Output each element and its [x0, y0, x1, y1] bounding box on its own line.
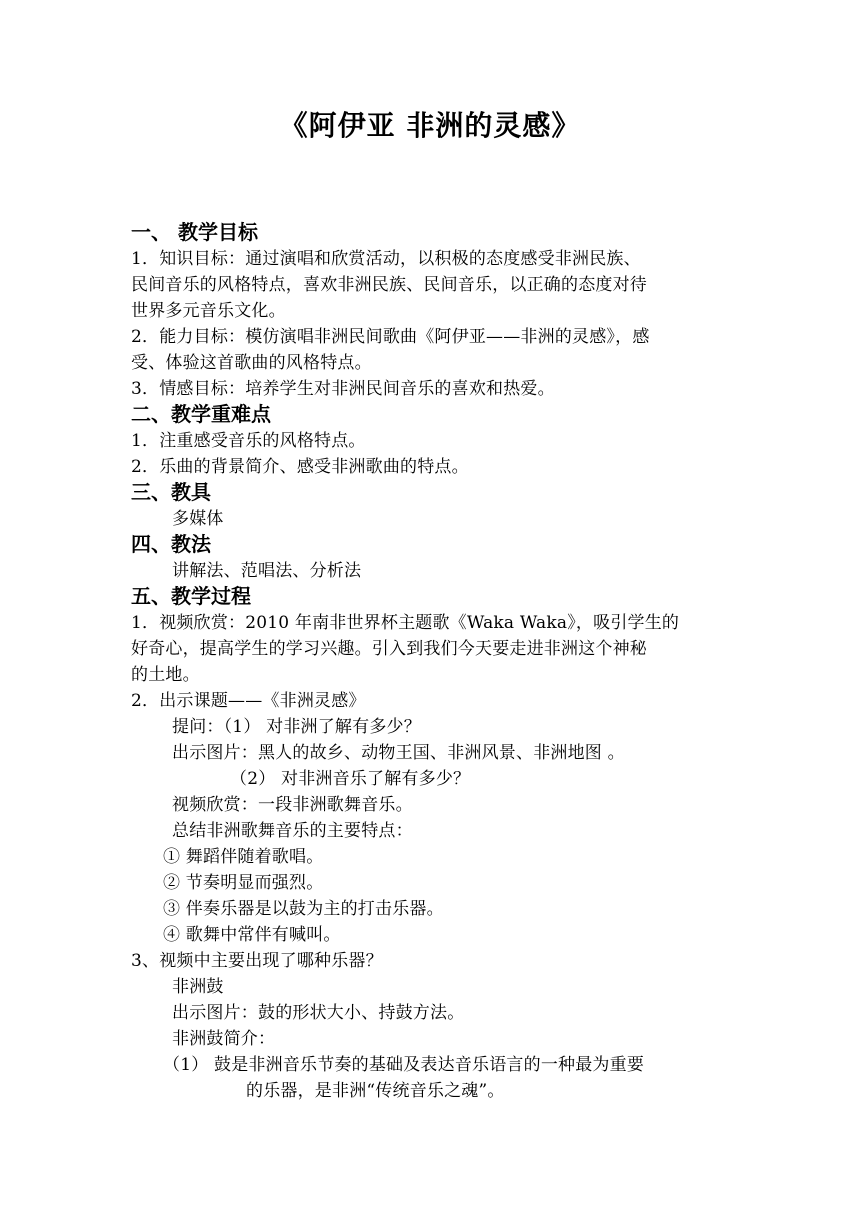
paragraph-line: （1） 鼓是非洲音乐节奏的基础及表达音乐语言的一种最为重要	[163, 1055, 645, 1075]
paragraph-line: 2．出示课题——《非洲灵感》	[131, 691, 366, 711]
list-item: ④ 歌舞中常伴有喊叫。	[163, 925, 341, 945]
list-item: ① 舞蹈伴随着歌唱。	[163, 847, 324, 867]
paragraph-line: 非洲鼓	[172, 977, 224, 997]
paragraph-line: 3、视频中主要出现了哪种乐器？	[131, 951, 383, 971]
paragraph-line: 民间音乐的风格特点，喜欢非洲民族、民间音乐，以正确的态度对待	[131, 275, 647, 295]
paragraph-line: 好奇心，提高学生的学习兴趣。引入到我们今天要走进非洲这个神秘	[131, 639, 647, 659]
paragraph-line: 出示图片：黑人的故乡、动物王国、非洲风景、非洲地图 。	[172, 743, 625, 763]
section-heading-teaching-aids: 三、教具	[131, 480, 211, 504]
paragraph-line: 的土地。	[131, 665, 200, 685]
paragraph-line: 1．注重感受音乐的风格特点。	[131, 431, 366, 451]
paragraph-line: 3．情感目标：培养学生对非洲民间音乐的喜欢和热爱。	[131, 379, 555, 399]
paragraph-line: 讲解法、范唱法、分析法	[172, 561, 362, 581]
paragraph-line: 总结非洲歌舞音乐的主要特点：	[172, 821, 413, 841]
section-heading-key-points: 二、教学重难点	[131, 402, 271, 426]
paragraph-line: 2．能力目标：模仿演唱非洲民间歌曲《阿伊亚——非洲的灵感》，感	[131, 327, 650, 347]
paragraph-line: 非洲鼓简介：	[172, 1029, 276, 1049]
document-title: 《阿伊亚 非洲的灵感》	[279, 109, 581, 142]
list-item: ③ 伴奏乐器是以鼓为主的打击乐器。	[163, 899, 444, 919]
section-heading-objectives: 一、 教学目标	[131, 220, 258, 244]
paragraph-line: （2） 对非洲音乐了解有多少？	[230, 769, 471, 789]
paragraph-line: 1．视频欣赏：2010 年南非世界杯主题歌《Waka Waka》，吸引学生的	[131, 613, 680, 633]
paragraph-line: 提问：（1） 对非洲了解有多少？	[172, 717, 421, 737]
paragraph-line: 受、体验这首歌曲的风格特点。	[131, 353, 372, 373]
paragraph-line: 的乐器，是非洲“传统音乐之魂”。	[246, 1081, 505, 1101]
paragraph-line: 世界多元音乐文化。	[131, 301, 286, 321]
paragraph-line: 2．乐曲的背景简介、感受非洲歌曲的特点。	[131, 457, 469, 477]
paragraph-line: 多媒体	[172, 509, 224, 529]
section-heading-process: 五、教学过程	[131, 584, 251, 608]
paragraph-line: 1．知识目标：通过演唱和欣赏活动，以积极的态度感受非洲民族、	[131, 249, 641, 269]
paragraph-line: 出示图片：鼓的形状大小、持鼓方法。	[172, 1003, 465, 1023]
list-item: ② 节奏明显而强烈。	[163, 873, 324, 893]
section-heading-methods: 四、教法	[131, 532, 211, 556]
paragraph-line: 视频欣赏：一段非洲歌舞音乐。	[172, 795, 413, 815]
